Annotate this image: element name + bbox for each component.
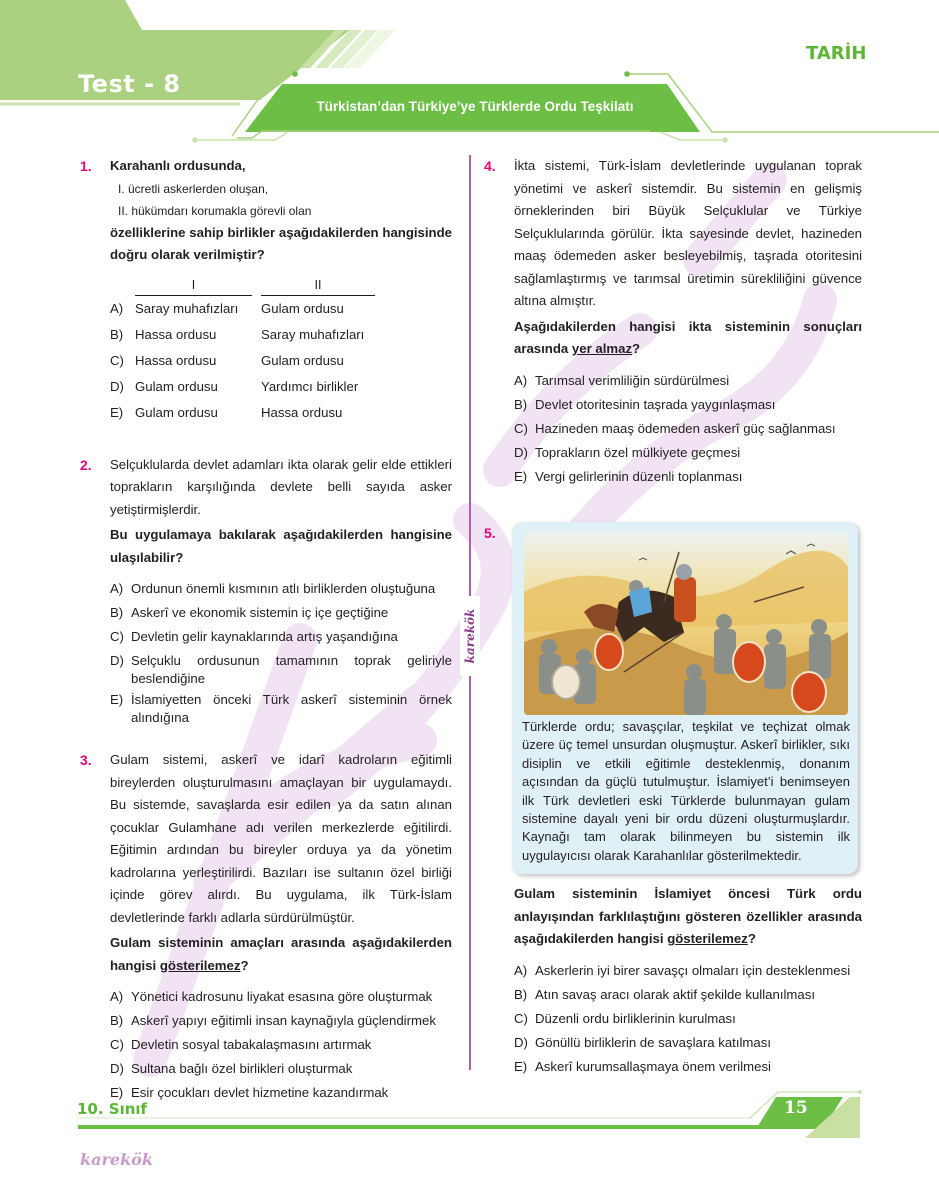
option-col1: Gulam ordusu — [135, 404, 218, 420]
option-b[interactable] — [514, 983, 862, 1007]
option-b[interactable] — [514, 393, 862, 417]
option-a[interactable] — [110, 985, 452, 1009]
option-letter: E) — [110, 692, 124, 707]
question-stem: İkta sistemi, Türk-İslam devletlerinde uygulanan toprak yönetimi ve askerî sistemdir. Bu sistemin en gelişmiş örneklerinden biri Büyük Selçuklular ve Türkiye Selçuklularında görülür. İkta sayesinde devlet, hazineden maaş ödemeden asker besleyebilmiş, taşrada otoritesini sağlamlaştırmış ve tarımsal üretimin sürekliliğini güvence altına almıştır. — [514, 158, 862, 308]
right-column — [484, 155, 862, 489]
question-prompt: özelliklerine sahip birlikler aşağıdakilerden hangisinde doğru olarak verilmiştir? — [110, 224, 452, 262]
options-list — [110, 985, 452, 1105]
options-list — [110, 577, 452, 727]
option-b[interactable] — [110, 1009, 452, 1033]
option-letter: A) — [110, 581, 124, 596]
option-text: Selçuklu ordusunun tamamının toprak geliriyle beslendiğine — [131, 653, 452, 686]
watermark: karekök — [80, 1150, 153, 1169]
option-text: Sultana bağlı özel birlikleri oluşturmak — [131, 1061, 353, 1076]
option-d[interactable] — [514, 1031, 862, 1055]
option-letter: D) — [514, 444, 528, 460]
option-text: Devletin sosyal tabakalaşmasını artırmak — [131, 1037, 372, 1052]
question-5 — [514, 883, 862, 1079]
option-e[interactable] — [514, 465, 862, 489]
option-text: Tarımsal verimliliğin sürdürülmesi — [535, 372, 730, 388]
question-4 — [484, 155, 862, 489]
prompt-underlined: gösterilemez — [159, 957, 241, 973]
option-a[interactable] — [514, 959, 862, 983]
option-text: Yönetici kadrosunu liyakat esasına göre oluşturmak — [131, 989, 433, 1004]
option-text: Askerî kurumsallaşmaya önem verilmesi — [535, 1058, 771, 1074]
option-letter: E) — [110, 1085, 124, 1100]
test-label: Test - 8 — [78, 70, 181, 98]
prompt-text: Gulam sisteminin amaçları arasında aşağıdakilerden hangisi — [110, 935, 452, 973]
option-c[interactable] — [514, 417, 862, 441]
option-letter: B) — [110, 1013, 124, 1028]
prompt-text: Aşağıdakilerden hangisi ikta sisteminin sonuçları arasında — [514, 318, 862, 356]
option-d[interactable] — [514, 441, 862, 465]
option-text: Devletin gelir kaynaklarında artış yaşandığına — [131, 629, 398, 644]
grade-label: 10. Sınıf — [77, 1100, 148, 1118]
option-letter: B) — [514, 396, 528, 412]
option-text: Hazineden maaş ödemeden askerî güç sağlanması — [535, 420, 836, 436]
prompt-end: ? — [240, 957, 249, 973]
option-text: Toprakların özel mülkiyete geçmesi — [535, 444, 741, 460]
option-text: Gönüllü birliklerin de savaşlara katılması — [535, 1034, 772, 1050]
option-col1: Hassa ordusu — [135, 352, 217, 368]
option-text: Devlet otoritesinin taşrada yaygınlaşması — [535, 396, 776, 412]
options-list — [514, 369, 862, 489]
option-b[interactable] — [110, 322, 452, 348]
option-col2: Gulam ordusu — [261, 300, 344, 316]
options-list — [514, 959, 862, 1079]
question-prompt: Bu uygulamaya bakılarak aşağıdakilerden hangisine ulaşılabilir? — [110, 527, 452, 565]
option-d[interactable] — [110, 652, 452, 688]
option-letter: A) — [110, 989, 124, 1004]
option-letter: A) — [514, 962, 528, 978]
option-col2: Saray muhafızları — [261, 326, 365, 342]
option-letter: C) — [110, 1037, 124, 1052]
options-list — [110, 296, 452, 426]
question-number: 1. — [80, 158, 92, 174]
option-e[interactable] — [110, 1081, 452, 1105]
question-stem: Selçuklularda devlet adamları ikta olarak gelir elde ettikleri toprakların karşılığında devlete belli sayıda asker yetiştirmişlerdir. — [110, 456, 452, 517]
question-5-figure — [512, 522, 858, 874]
options-table-header — [135, 275, 452, 296]
question-number: 5. — [484, 525, 496, 541]
page-number: 15 — [784, 1098, 808, 1118]
battle-illustration-graphic — [524, 532, 848, 715]
option-d[interactable] — [110, 374, 452, 400]
prompt-underlined: gösterilemez — [667, 931, 748, 946]
option-text: Ordunun önemli kısmının atlı birliklerden oluştuğuna — [131, 581, 436, 596]
option-c[interactable] — [110, 625, 452, 649]
figure-caption: Türklerde ordu; savaşçılar, teşkilat ve teçhizat olmak üzere üç temel unsurdan oluşmuştur. Askerî birlikler, sıkı disiplin ve etkili eğitimle desteklenmiş, donanım açısından da güçlü tutulmuştur. İslamiyet’i benimseyen ilk Türk devletleri eski Türklerde bulunmayan gulam sistemine dayalı yeni bir ordu düzeni oluşturmuşlardır. Kaynağı tam olarak bilinmeyen bu sistemin ilk uygulayıcısı olarak Karahanlılar gösterilmektedir. — [522, 719, 850, 863]
option-letter: E) — [514, 1058, 528, 1074]
option-letter: C) — [110, 352, 124, 368]
option-e[interactable] — [514, 1055, 862, 1079]
question-prompt — [514, 883, 862, 951]
option-text: Askerlerin iyi birer savaşçı olmaları için desteklenmesi — [535, 962, 851, 978]
option-c[interactable] — [514, 1007, 862, 1031]
prompt-text: Gulam sisteminin İslamiyet öncesi Türk ordu anlayışından farklılaştığını gösteren özellikler arasında aşağıdakilerden hangisi — [514, 886, 862, 946]
option-letter: B) — [514, 986, 528, 1002]
left-column — [80, 155, 452, 1105]
option-letter: D) — [514, 1034, 528, 1050]
option-letter: D) — [110, 653, 124, 668]
question-stem: Gulam sistemi, askerî ve idarî kadroların eğitimli bireylerden oluşturulmasını amaçlayan bir uygulamaydı. Bu sistemde, savaşlarda esir edilen ya da satın alınan çocuklar Gulamhane adı verilen merkezlerde eğitilirdi. Eğitimin ardından bu bireyler orduya ya da yönetim kadrolarına yerleştirilirdi. Bazıları ise sultanın özel birliği içinde görev alırdı. Bu uygulama, ilk Türk-İslam devletlerinde farklı adlarla sürdürülmüştür. — [110, 752, 452, 925]
option-col1: Gulam ordusu — [135, 378, 218, 394]
prompt-end: ? — [632, 341, 641, 356]
option-a[interactable] — [514, 369, 862, 393]
question-prompt — [514, 316, 862, 361]
question-3 — [80, 749, 452, 1105]
prompt-end: ? — [747, 931, 756, 946]
option-a[interactable] — [110, 577, 452, 601]
question-stem: Karahanlı ordusunda, — [110, 158, 246, 173]
option-text: İslamiyetten önceki Türk askerî sisteminin örnek alındığına — [131, 692, 452, 725]
option-letter: C) — [514, 1010, 528, 1026]
option-col2: Hassa ordusu — [261, 404, 343, 420]
question-number: 3. — [80, 752, 92, 768]
subject-label: TARİH — [806, 43, 867, 64]
option-text: Esir çocukları devlet hizmetine kazandırmak — [131, 1085, 389, 1100]
option-e[interactable] — [110, 691, 452, 727]
option-c[interactable] — [110, 348, 452, 374]
option-letter: B) — [110, 605, 124, 620]
battle-illustration — [524, 532, 848, 715]
option-letter: C) — [514, 420, 528, 436]
option-a[interactable] — [110, 296, 452, 322]
topic-title: Türkistan’dan Türkiye’ye Türklerde Ordu Teşkilatı — [316, 99, 634, 114]
prompt-underlined: yer almaz — [571, 341, 633, 356]
statement-item: I. ücretli askerlerden oluşan, — [118, 181, 269, 196]
statement-item: II. hükümdarı korumakla görevli olan — [118, 203, 312, 218]
option-d[interactable] — [110, 1057, 452, 1081]
option-col1: Hassa ordusu — [135, 326, 217, 342]
option-letter: D) — [110, 378, 124, 394]
option-letter: C) — [110, 629, 124, 644]
option-text: Atın savaş aracı olarak aktif şekilde kullanılması — [535, 986, 815, 1002]
column-header: I — [135, 275, 252, 296]
question-number: 4. — [484, 158, 496, 174]
option-letter: E) — [110, 404, 124, 420]
column-header: II — [261, 275, 375, 296]
option-letter: D) — [110, 1061, 124, 1076]
option-letter: A) — [514, 372, 528, 388]
option-col1: Saray muhafızları — [135, 300, 239, 316]
question-number: 2. — [80, 456, 92, 473]
option-c[interactable] — [110, 1033, 452, 1057]
question-1 — [80, 155, 452, 426]
side-brand-text: karekök — [463, 608, 477, 664]
option-e[interactable] — [110, 400, 452, 426]
option-text: Askerî yapıyı eğitimli insan kaynağıyla güçlendirmek — [131, 1013, 436, 1028]
option-letter: B) — [110, 326, 124, 342]
option-text: Düzenli ordu birliklerinin kurulması — [535, 1010, 736, 1026]
question-2 — [80, 454, 452, 728]
question-prompt — [110, 932, 452, 977]
option-letter: E) — [514, 468, 528, 484]
option-b[interactable] — [110, 601, 452, 625]
option-letter: A) — [110, 300, 124, 316]
option-text: Vergi gelirlerinin düzenli toplanması — [535, 468, 743, 484]
option-col2: Gulam ordusu — [261, 352, 344, 368]
option-text: Askerî ve ekonomik sistemin iç içe geçtiğine — [131, 605, 389, 620]
side-brand-label — [460, 596, 480, 676]
option-col2: Yardımcı birlikler — [261, 378, 359, 394]
